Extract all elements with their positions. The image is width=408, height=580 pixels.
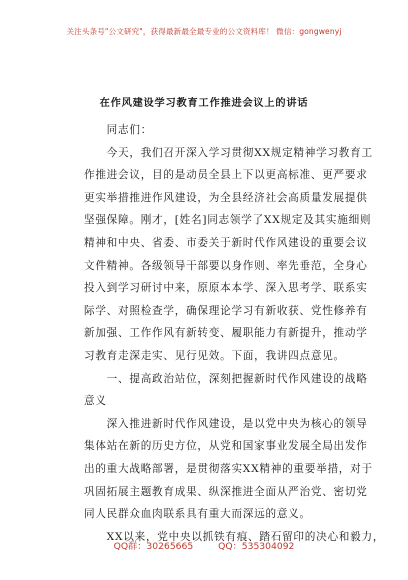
footer-qq-group: QQ群：30265665 bbox=[113, 541, 194, 552]
body-line: 今天，我们召开深入学习贯彻XX规定精神学习教育工 bbox=[84, 146, 373, 159]
body-line: 巩固拓展主题教育成果、纵深推进全面从严治党、密切党 bbox=[84, 485, 368, 498]
footer-qq-number: QQ：535304092 bbox=[218, 541, 295, 552]
body-line: 文件精神。各级领导干部要以身作则、率先垂范，全身心 bbox=[84, 259, 368, 272]
body-line: 深入推进新时代作风建设，是以党中央为核心的领导 bbox=[84, 417, 368, 430]
body-line: 际学、对照检查学，确保理论学习有新收获、党性修养有 bbox=[84, 304, 368, 317]
body-line: 同志们： bbox=[84, 124, 153, 136]
header-promo-note: 关注头条号"公文研究"，获得最新最全最专业的公文资料库！ 微信：gongwenyj bbox=[66, 27, 342, 36]
body-line: 作推进会议，目的是动员全县上下以更高标准、更严要求 bbox=[84, 169, 368, 182]
body-line: 习教育走深走实、见行见效。下面，我讲四点意见。 bbox=[84, 349, 345, 362]
body-line: 坚强保障。刚才，[姓名]同志领学了XX规定及其实施细则 bbox=[84, 214, 372, 227]
body-line: 同人民群众血肉联系具有重大而深远的意义。 bbox=[84, 508, 311, 521]
body-line: XX以来，党中央以抓铁有痕、踏石留印的决心和毅力， bbox=[84, 530, 385, 543]
body-line: 出的重大战略部署，是贯彻落实XX精神的重要举措，对于 bbox=[84, 462, 373, 475]
section-heading-line: 一、提高政治站位，深刻把握新时代作风建设的战略 bbox=[84, 372, 368, 385]
section-heading-line: 意义 bbox=[84, 395, 107, 408]
body-line: 集体站在新的历史方位，从党和国家事业发展全局出发作 bbox=[84, 440, 368, 453]
body-line: 更实举措推进作风建设，为全县经济社会高质量发展提供 bbox=[84, 191, 368, 204]
document-body bbox=[84, 119, 385, 548]
document-title: 在作风建设学习教育工作推进会议上的讲话 bbox=[99, 98, 309, 109]
body-line: 精神和中央、省委、市委关于新时代作风建设的重要会议 bbox=[84, 236, 368, 249]
footer-contact bbox=[0, 538, 408, 552]
body-line: 投入到学习研讨中来，原原本本学、深入思考学、联系实 bbox=[84, 282, 368, 295]
body-line: 新加强、工作作风有新转变、履职能力有新提升，推动学 bbox=[84, 327, 368, 340]
